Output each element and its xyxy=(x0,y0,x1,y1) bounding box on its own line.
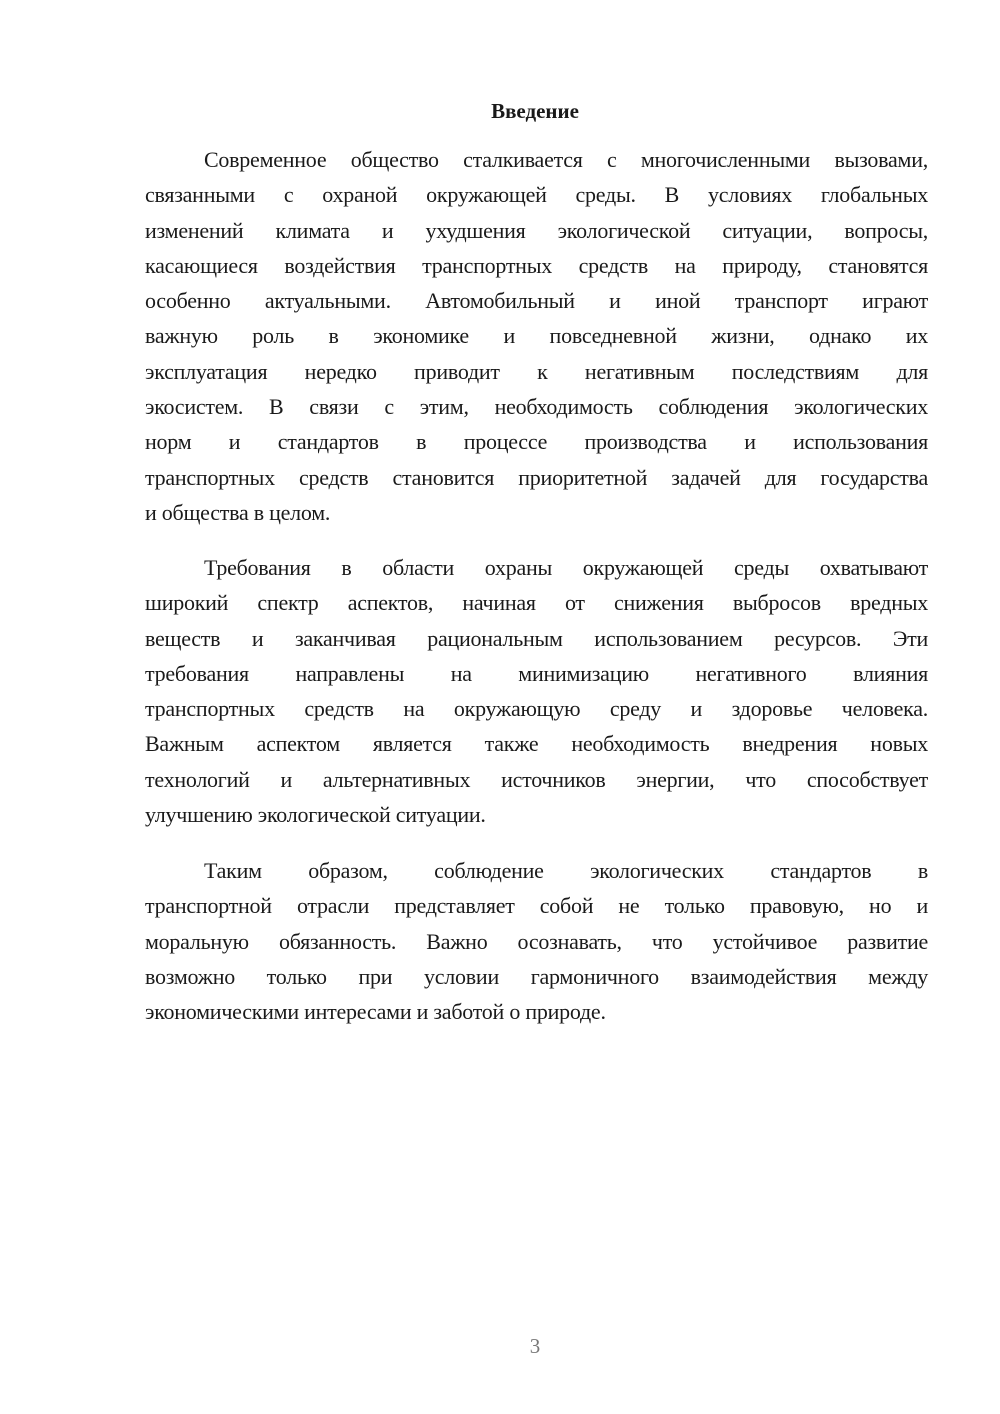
text-line: транспортной отрасли представляет собой не только правовую, но и xyxy=(145,893,928,919)
paragraph-2 xyxy=(145,550,928,832)
text-line: касающиеся воздействия транспортных средств на природу, становятся xyxy=(145,252,928,278)
text-line: веществ и заканчивая рациональным использованием ресурсов. Эти xyxy=(145,625,928,651)
text-line: широкий спектр аспектов, начиная от снижения выбросов вредных xyxy=(145,590,928,616)
text-line: экономическими интересами и заботой о природе. xyxy=(145,999,606,1025)
text-line: транспортных средств на окружающую среду и здоровье человека. xyxy=(145,696,928,722)
text-line: и общества в целом. xyxy=(145,499,331,525)
text-line: возможно только при условии гармоничного взаимодействия между xyxy=(145,963,928,989)
text-line: моральную обязанность. Важно осознавать, что устойчивое развитие xyxy=(145,928,928,954)
paragraph-3 xyxy=(145,853,928,1029)
page-number: 3 xyxy=(529,1334,541,1358)
text-line: Важным аспектом является также необходимость внедрения новых xyxy=(145,731,928,757)
text-line: Современное общество сталкивается с многочисленными вызовами, xyxy=(204,147,928,172)
text-line: Требования в области охраны окружающей среды охватывают xyxy=(204,555,928,580)
text-line: транспортных средств становится приоритетной задачей для государства xyxy=(145,464,928,490)
text-line: технологий и альтернативных источников энергии, что способствует xyxy=(145,766,928,792)
text-line: особенно актуальными. Автомобильный и иной транспорт играют xyxy=(145,288,928,314)
text-line: Таким образом, соблюдение экологических стандартов в xyxy=(204,858,928,883)
text-line: важную роль в экономике и повседневной жизни, однако их xyxy=(145,323,928,349)
text-line: норм и стандартов в процессе производства и использования xyxy=(145,429,928,455)
section-title: Введение xyxy=(491,99,579,123)
text-line: требования направлены на минимизацию негативного влияния xyxy=(145,660,928,686)
text-line: изменений климата и ухудшения экологической ситуации, вопросы, xyxy=(145,217,928,243)
text-line: эксплуатация нередко приводит к негативным последствиям для xyxy=(145,358,928,384)
paragraph-1 xyxy=(145,142,928,530)
text-line: улучшению экологической ситуации. xyxy=(145,802,486,828)
text-line: связанными с охраной окружающей среды. В условиях глобальных xyxy=(145,182,928,208)
text-line: экосистем. В связи с этим, необходимость соблюдения экологических xyxy=(145,394,928,420)
